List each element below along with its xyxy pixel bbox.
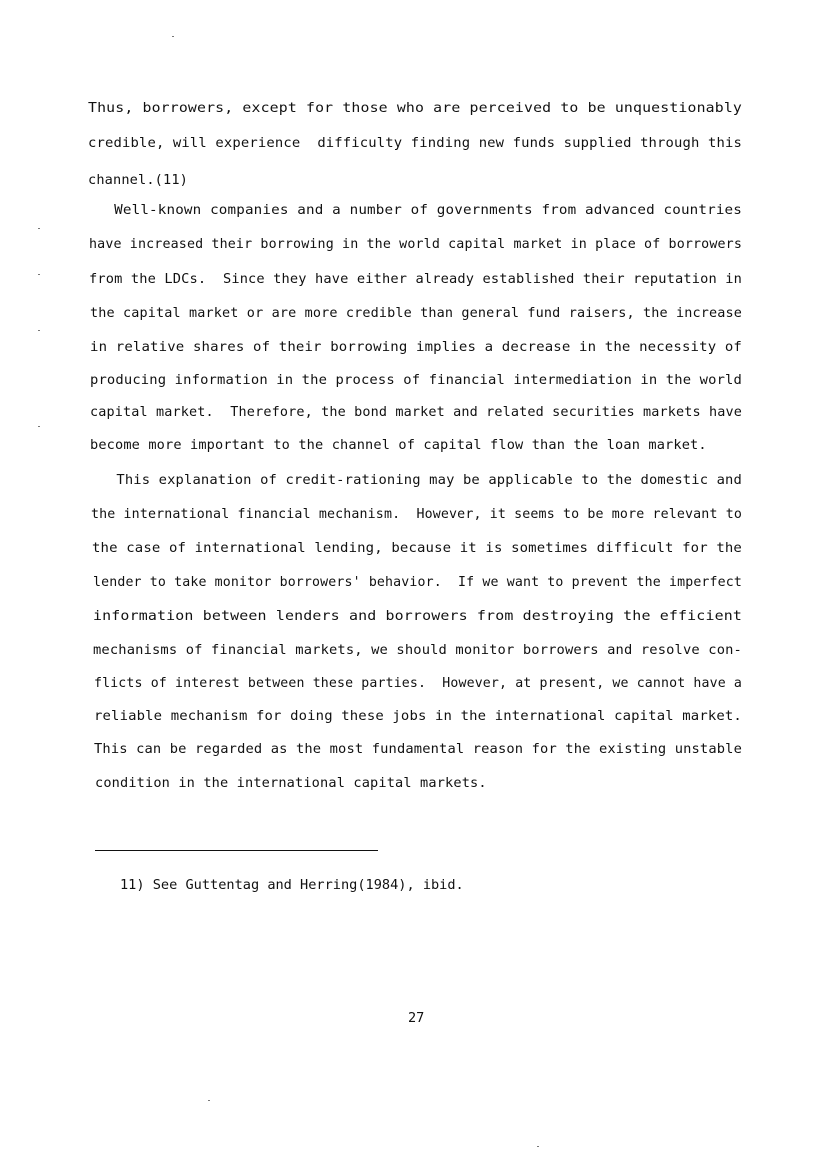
- text-line: Well-known companies and a number of governments from advanced countries: [88, 202, 743, 218]
- text-line: condition in the international capital markets.: [95, 775, 487, 791]
- text-line: channel.(11): [88, 172, 189, 188]
- scan-speck: [172, 36, 174, 37]
- scan-speck: [208, 1100, 210, 1101]
- page-number: 27: [408, 1010, 425, 1026]
- text-line: the case of international lending, because it is sometimes difficult for the: [92, 540, 743, 556]
- text-line: information between lenders and borrowers from destroying the efficient: [93, 608, 743, 624]
- text-line: This explanation of credit-rationing may be applicable to the domestic and: [91, 472, 742, 488]
- text-line: reliable mechanism for doing these jobs in the international capital market.: [94, 708, 742, 724]
- text-line: from the LDCs. Since they have either already established their reputation in: [89, 271, 742, 287]
- text-line: the capital market or are more credible than general fund raisers, the increase: [90, 305, 743, 321]
- text-line: in relative shares of their borrowing implies a decrease in the necessity of: [90, 339, 743, 355]
- text-line: flicts of interest between these parties. However, at present, we cannot have a: [94, 675, 742, 691]
- scan-speck: [38, 228, 40, 229]
- scan-speck: [38, 330, 40, 331]
- scan-speck: [38, 426, 40, 427]
- footnote: 11) See Guttentag and Herring(1984), ibid.: [120, 877, 464, 893]
- text-line: lender to take monitor borrowers' behavior. If we want to prevent the imperfect: [93, 574, 742, 590]
- text-line: producing information in the process of financial intermediation in the world: [90, 372, 743, 388]
- text-line: mechanisms of financial markets, we should monitor borrowers and resolve con-: [93, 642, 742, 658]
- text-line: have increased their borrowing in the world capital market in place of borrowers: [89, 236, 742, 252]
- footnote-separator: [95, 850, 378, 851]
- text-line: capital market. Therefore, the bond market and related securities markets have: [90, 404, 743, 420]
- text-line: become more important to the channel of capital flow than the loan market.: [90, 437, 707, 453]
- scan-speck: [38, 274, 40, 275]
- text-line: credible, will experience difficulty finding new funds supplied through this: [88, 135, 742, 151]
- text-line: Thus, borrowers, except for those who are perceived to be unquestionably: [88, 100, 743, 116]
- text-line: This can be regarded as the most fundamental reason for the existing unstable: [94, 741, 743, 757]
- text-line: the international financial mechanism. However, it seems to be more relevant to: [91, 506, 742, 522]
- scan-speck: [537, 1146, 539, 1147]
